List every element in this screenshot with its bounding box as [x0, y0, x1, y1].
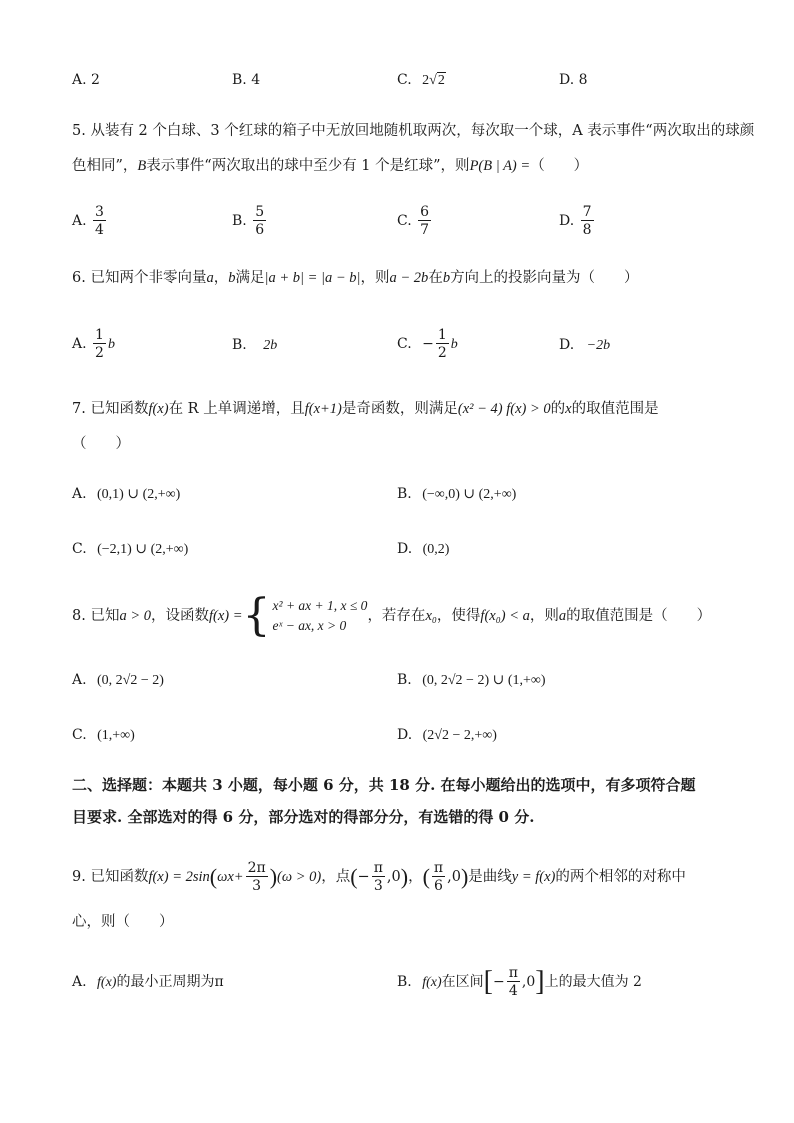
option-text: 的最小正周期为: [116, 974, 215, 990]
q8-text: ，设函数: [151, 608, 209, 624]
option-label: B.: [232, 337, 247, 353]
q6-text: 在: [428, 270, 443, 286]
q9-function: f(x) = 2sin: [148, 869, 210, 885]
q4-option-d: D. 8: [559, 72, 588, 88]
q6-option-a: A. $\frac{1}{2}$ b: [72, 327, 115, 361]
q4-option-b: B. 4: [232, 72, 261, 88]
q7-option-b: [397, 484, 516, 505]
q9-stem: 9. 已知函数f(x) = 2sin(ωx+ $\frac{2\pi}{3}$ )(ω > 0)，点(− $\frac{\pi}{3}$ ,0)，( $\frac{\pi}{6}$ ,0)是曲线y = f(x)的两个相邻的对称中: [72, 860, 686, 894]
option-label: A.: [72, 336, 87, 352]
q9-text: 9. 已知函数: [72, 869, 149, 885]
q5-probability: P(B | A) =: [469, 158, 531, 174]
q5-line2: [72, 156, 588, 176]
q9-curve: y = f(x): [511, 869, 556, 885]
denominator: 4: [95, 222, 104, 238]
q8-parameter: a: [558, 608, 567, 624]
option-label: B.: [397, 672, 412, 688]
q7-function: f(x): [148, 401, 169, 417]
option-value: b: [107, 337, 115, 352]
option-label: D.: [397, 541, 413, 557]
q4-option-c-label: C.: [397, 72, 412, 88]
option-label: A.: [72, 213, 87, 229]
q7-text: 的: [550, 401, 566, 417]
q6-text: ，: [213, 270, 229, 286]
q8-option-a: [72, 670, 164, 691]
option-value: (−∞,0) ∪ (2,+∞): [422, 487, 517, 502]
q5-event-b: B: [137, 158, 147, 174]
option-label: B.: [397, 486, 412, 502]
q4-option-c: [397, 70, 446, 91]
q5-option-c: [397, 205, 433, 237]
numerator: 5: [255, 204, 265, 220]
option-label: C.: [72, 541, 87, 557]
option-value: (1,+∞): [97, 728, 135, 743]
q7-text: 的取值范围是: [571, 401, 659, 417]
q6-condition: |a + b| = |a − b|: [264, 270, 361, 286]
option-label: C.: [397, 336, 412, 352]
q8-text: ，若存在: [367, 608, 426, 624]
q9-line2: 心，则（ ）: [72, 914, 174, 930]
option-text: 上的最大值为 2: [544, 974, 642, 990]
q5-text: 色相同”，: [72, 158, 138, 174]
q8-option-c: [72, 725, 135, 746]
q8-x0: x₀: [425, 608, 437, 624]
option-value: 2b: [263, 338, 278, 353]
q8-option-b: [397, 670, 546, 691]
denominator: 8: [582, 222, 592, 238]
option-text: 在区间: [441, 974, 484, 990]
q6-option-b: [232, 335, 277, 356]
q4-option-c-value: 2√2: [422, 73, 445, 88]
q9-text: ，: [408, 869, 423, 885]
q4-option-a: A. 2: [72, 72, 100, 88]
q6-stem: [72, 268, 639, 288]
q7-option-d: [397, 539, 449, 560]
q8-text: 8. 已知: [72, 608, 120, 624]
vector-b: b: [442, 270, 451, 286]
numerator: 6: [420, 204, 430, 220]
option-value: −2b: [586, 338, 611, 353]
q5-line1: 5. 从装有 2 个白球、3 个红球的箱子中无放回地随机取两次，每次取一个球，A 表示事件“两次取出的球颜: [72, 123, 755, 139]
q9-option-b-function: f(x): [422, 975, 442, 990]
q7-text: 在 R 上单调递增，且: [168, 401, 305, 417]
q8-case-2: eˣ − ax, x > 0: [272, 618, 347, 633]
q8-condition: a > 0: [119, 608, 151, 624]
option-label: B.: [232, 213, 247, 229]
q6-text: 6. 已知两个非零向量: [72, 270, 207, 286]
option-label: C.: [397, 213, 412, 229]
q7-shifted-function: f(x+1): [304, 401, 342, 417]
q5-paren: （ ）: [530, 158, 589, 174]
q7-stem: [72, 399, 659, 419]
q7-text: 是奇函数，则满足: [341, 401, 458, 417]
q6-text: ，则: [360, 270, 390, 286]
denominator: 6: [255, 222, 265, 238]
option-label: D.: [559, 213, 575, 229]
option-value: (0,2): [422, 542, 450, 557]
vector-b: b: [228, 270, 236, 286]
option-value: (0, 2√2 − 2) ∪ (1,+∞): [422, 673, 546, 688]
option-value: (0, 2√2 − 2): [97, 673, 164, 688]
q8-function: f(x) =: [209, 608, 243, 624]
q7-paren: （ ）: [72, 436, 130, 452]
q8-stem: [72, 590, 712, 641]
q9-option-a-function: f(x): [97, 975, 117, 990]
option-label: A.: [72, 486, 87, 502]
q8-case-1: x² + ax + 1, x ≤ 0: [272, 598, 368, 613]
q7-option-c: [72, 539, 188, 560]
option-value: π: [214, 974, 224, 990]
q7-inequality: (x² − 4) f(x) > 0: [457, 401, 551, 417]
option-label: A.: [72, 672, 87, 688]
q7-option-a: [72, 484, 180, 505]
section2-heading-line1: 二、选择题：本题共 3 小题，每小题 6 分，共 18 分. 在每小题给出的选项中，有多项符合题: [72, 776, 696, 794]
option-value: b: [450, 337, 458, 352]
option-value: (−2,1) ∪ (2,+∞): [97, 542, 189, 557]
option-label: D.: [397, 727, 413, 743]
q6-expression: a − 2b: [389, 270, 429, 286]
numerator: 3: [95, 204, 104, 220]
q8-piecewise: { x² + ax + 1, x ≤ 0 eˣ − ax, x > 0: [242, 590, 368, 641]
q8-option-d: [397, 725, 497, 746]
q6-text: 方向上的投影向量为（ ）: [450, 270, 639, 286]
q6-option-c: C. − $\frac{1}{2}$ b: [397, 327, 458, 361]
option-label: A.: [72, 974, 87, 990]
q6-text: 满足: [235, 270, 265, 286]
option-label: C.: [72, 727, 87, 743]
option-label: B.: [397, 974, 412, 990]
q9-text: 是曲线: [468, 869, 512, 885]
q6-option-d: [559, 335, 610, 356]
q9-text: ，点: [321, 869, 351, 885]
q9-option-b: B. f(x)在区间[− $\frac{\pi}{4}$ ,0]上的最大值为 2: [397, 965, 642, 999]
option-label: D.: [559, 337, 575, 353]
q5-text: 表示事件“两次取出的球中至少有 1 个是红球”，则: [146, 158, 470, 174]
q8-text: ，则: [529, 608, 559, 624]
q7-variable: x: [565, 401, 572, 417]
q8-inequality: f(x₀) < a: [480, 608, 530, 624]
q8-text: ，使得: [436, 608, 481, 624]
numerator: 7: [582, 204, 592, 220]
vector-a: a: [206, 270, 214, 286]
q5-option-a: [72, 205, 108, 237]
q5-option-d: [559, 205, 596, 237]
q9-text: 的两个相邻的对称中: [555, 869, 686, 885]
section2-heading-line2: 目要求. 全部选对的得 6 分，部分选对的得部分分，有选错的得 0 分.: [72, 808, 535, 826]
q9-option-a: [72, 972, 224, 993]
q5-option-b: [232, 205, 268, 237]
denominator: 7: [420, 222, 430, 238]
option-value: (0,1) ∪ (2,+∞): [97, 487, 181, 502]
option-value: (2√2 − 2,+∞): [422, 728, 497, 743]
q8-text: 的取值范围是（ ）: [566, 608, 712, 624]
q7-text: 7. 已知函数: [72, 401, 149, 417]
